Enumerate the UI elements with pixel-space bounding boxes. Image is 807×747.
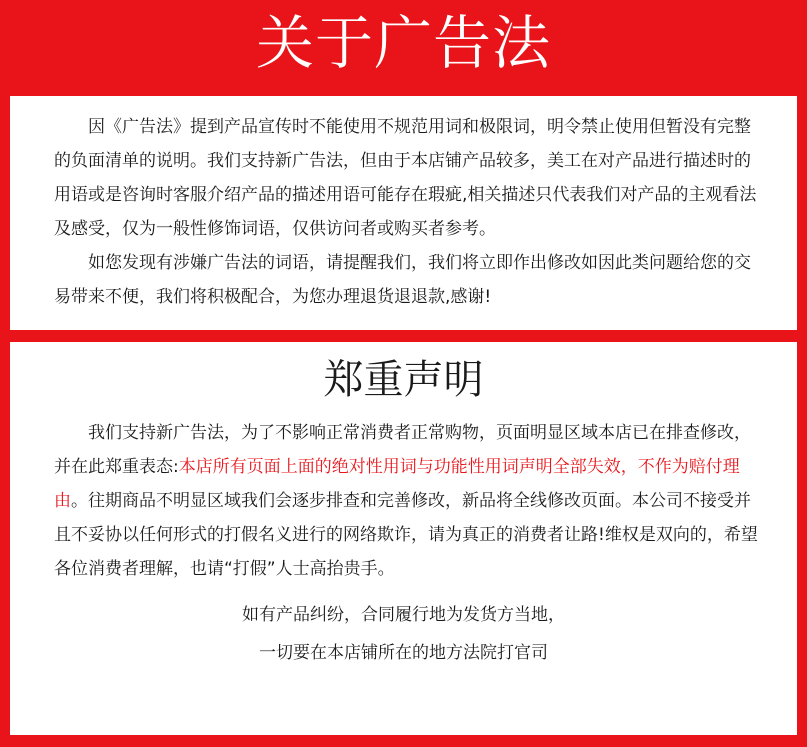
dispute-line-1: 如有产品纠纷，合同履行地为发货方当地，: [242, 605, 565, 625]
border-right: [797, 86, 807, 747]
border-bottom: [0, 735, 807, 747]
declaration-paragraph: [54, 416, 764, 586]
declaration-highlight: 本店所有页面上面的绝对性用词与功能性用词声明全部失效，不作为赔付理由: [54, 457, 740, 511]
declaration-text-after: 。往期商品不明显区域我们会逐步排查和完善修改，新品将全线修改页面。本公司不接受并且不妥协以任何形式的打假名义进行的网络欺诈，请为真正的消费者让路!维权是双向的，希望各位消费者理解，也请“打假”人士高抬贵手。: [54, 491, 758, 579]
header-title: 关于广告法: [255, 9, 551, 77]
border-middle: [0, 330, 807, 342]
declaration-title: 郑重声明: [323, 357, 484, 403]
header-banner: [0, 0, 807, 86]
notice-paragraph-2: 如您发现有涉嫌广告法的词语，请提醒我们，我们将立即作出修改如因此类问题给您的交易带来不便，我们将积极配合，为您办理退货退退款,感谢!: [54, 253, 751, 307]
border-left: [0, 86, 10, 747]
declaration-text-before: 我们支持新广告法，为了不影响正常消费者正常购物，页面明显区域本店已在排查修改，并在此郑重表态:: [54, 423, 751, 477]
notice-paragraph-1: 因《广告法》提到产品宣传时不能使用不规范用词和极限词，明令禁止使用但暂没有完整的负面清单的说明。我们支持新广告法，但由于本店铺产品较多，美工在对产品进行描述时的用语或是咨询时客服介绍产品的描述用语可能存在瑕疵,相关描述只代表我们对产品的主观看法及感受，仅为一般性修饰词语，仅供访问者或购买者参考。: [54, 117, 757, 239]
notice-panel: [10, 96, 797, 330]
declaration-panel: [10, 342, 797, 735]
dispute-line-2: 一切要在本店铺所在的地方法院打官司: [259, 643, 548, 663]
border-top: [0, 86, 807, 96]
